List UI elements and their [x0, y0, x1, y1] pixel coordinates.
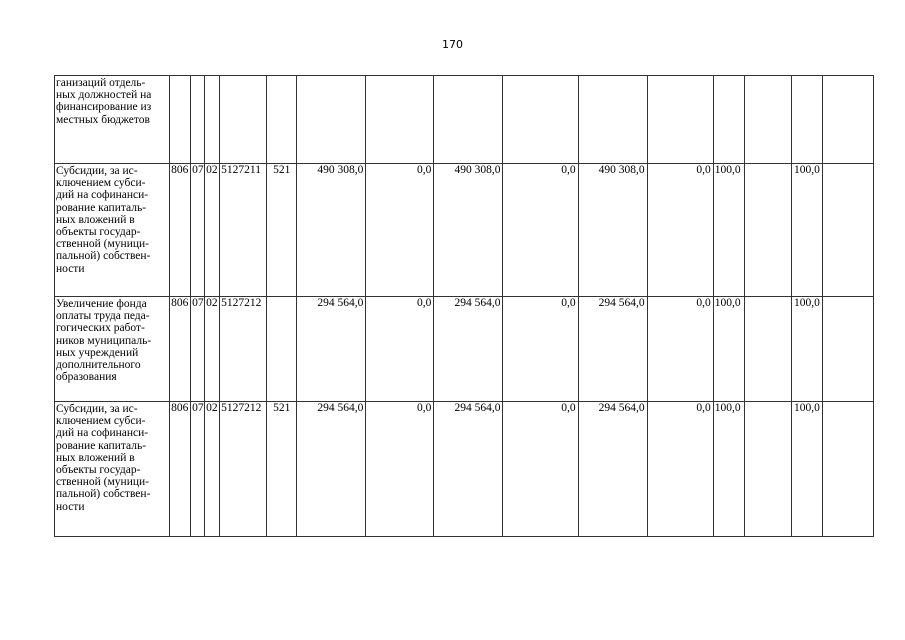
cell-subsection: 02 — [205, 297, 220, 402]
cell-value-1: 294 564,0 — [297, 402, 366, 537]
description-line: ключением субси- — [56, 177, 146, 190]
cell-target-article: 5127212 — [220, 402, 267, 537]
cell-percent-3: 100,0 — [791, 164, 822, 297]
cell-value-5 — [578, 76, 647, 164]
cell-description — [55, 402, 170, 537]
cell-percent-3 — [791, 76, 822, 164]
cell-section: 07 — [191, 402, 205, 537]
table-row — [55, 164, 874, 297]
cell-value-2: 0,0 — [366, 297, 434, 402]
description-line: пальной) собствен- — [56, 250, 151, 263]
cell-value-3: 294 564,0 — [434, 297, 503, 402]
cell-percent-4 — [822, 402, 873, 537]
description-line: дий на софинанси- — [56, 427, 149, 440]
cell-section — [191, 76, 205, 164]
description-line: пальной) собствен- — [56, 488, 151, 501]
cell-department: 806 — [170, 402, 191, 537]
cell-value-4: 0,0 — [503, 402, 578, 537]
cell-description — [55, 76, 170, 164]
description-line: ных учреждений — [56, 346, 139, 359]
cell-percent-1: 100,0 — [713, 402, 744, 537]
cell-percent-3: 100,0 — [791, 402, 822, 537]
description-line: объекты государ- — [56, 226, 141, 239]
description-line: гогических работ- — [56, 322, 145, 335]
description-line: ных вложений в — [56, 213, 135, 226]
cell-subsection: 02 — [205, 402, 220, 537]
cell-value-6: 0,0 — [647, 402, 713, 537]
cell-value-1 — [297, 76, 366, 164]
cell-target-article — [220, 76, 267, 164]
cell-percent-2 — [744, 76, 791, 164]
cell-expense-type — [267, 76, 297, 164]
description-line: Увеличение фонда — [56, 298, 147, 310]
cell-target-article: 5127212 — [220, 297, 267, 402]
description-line: оплаты труда педа- — [56, 310, 150, 323]
table-row — [55, 76, 874, 164]
cell-expense-type — [267, 297, 297, 402]
description-line: ственной (муници- — [56, 238, 149, 251]
description-line: ключением субси- — [56, 415, 146, 428]
cell-value-4: 0,0 — [503, 164, 578, 297]
cell-description — [55, 297, 170, 402]
cell-section: 07 — [191, 297, 205, 402]
cell-value-5: 490 308,0 — [578, 164, 647, 297]
cell-value-4 — [503, 76, 578, 164]
description-line: ных вложений в — [56, 451, 135, 464]
cell-department — [170, 76, 191, 164]
cell-percent-2 — [744, 164, 791, 297]
cell-section: 07 — [191, 164, 205, 297]
cell-percent-1: 100,0 — [713, 164, 744, 297]
cell-value-2: 0,0 — [366, 402, 434, 537]
cell-percent-4 — [822, 76, 873, 164]
description-line: рование капиталь- — [56, 201, 147, 214]
cell-value-2 — [366, 76, 434, 164]
cell-value-2: 0,0 — [366, 164, 434, 297]
cell-value-4: 0,0 — [503, 297, 578, 402]
description-line: ности — [56, 500, 85, 513]
cell-description — [55, 164, 170, 297]
description-line: дополнительного — [56, 359, 141, 372]
description-line: ности — [56, 262, 85, 275]
cell-percent-3: 100,0 — [791, 297, 822, 402]
description-line: ственной (муници- — [56, 476, 149, 489]
cell-value-6: 0,0 — [647, 297, 713, 402]
cell-value-3: 490 308,0 — [434, 164, 503, 297]
cell-expense-type: 521 — [267, 402, 297, 537]
cell-percent-4 — [822, 297, 873, 402]
page-number: 170 — [442, 38, 463, 51]
cell-department: 806 — [170, 297, 191, 402]
table-row — [55, 402, 874, 537]
cell-expense-type: 521 — [267, 164, 297, 297]
cell-percent-2 — [744, 402, 791, 537]
description-line: Субсидии, за ис- — [56, 165, 138, 177]
cell-value-3: 294 564,0 — [434, 402, 503, 537]
description-line: рование капиталь- — [56, 439, 147, 452]
cell-percent-4 — [822, 164, 873, 297]
cell-percent-1: 100,0 — [713, 297, 744, 402]
cell-subsection — [205, 76, 220, 164]
cell-target-article: 5127211 — [220, 164, 267, 297]
description-line: Субсидии, за ис- — [56, 403, 138, 415]
description-line: объекты государ- — [56, 464, 141, 477]
description-line: ганизаций отдель- — [56, 77, 146, 89]
cell-value-6: 0,0 — [647, 164, 713, 297]
table-row — [55, 297, 874, 402]
cell-department: 806 — [170, 164, 191, 297]
cell-value-3 — [434, 76, 503, 164]
cell-percent-1 — [713, 76, 744, 164]
description-line: ных должностей на — [56, 89, 152, 102]
description-line: местных бюджетов — [56, 113, 150, 126]
cell-percent-2 — [744, 297, 791, 402]
description-line: ников муниципаль- — [56, 334, 152, 347]
description-line: финансирование из — [56, 101, 152, 114]
cell-value-1: 490 308,0 — [297, 164, 366, 297]
description-line: дий на софинанси- — [56, 189, 149, 202]
cell-value-5: 294 564,0 — [578, 402, 647, 537]
cell-value-1: 294 564,0 — [297, 297, 366, 402]
description-line: образования — [56, 371, 117, 384]
cell-subsection: 02 — [205, 164, 220, 297]
budget-table — [54, 75, 874, 537]
cell-value-6 — [647, 76, 713, 164]
cell-value-5: 294 564,0 — [578, 297, 647, 402]
